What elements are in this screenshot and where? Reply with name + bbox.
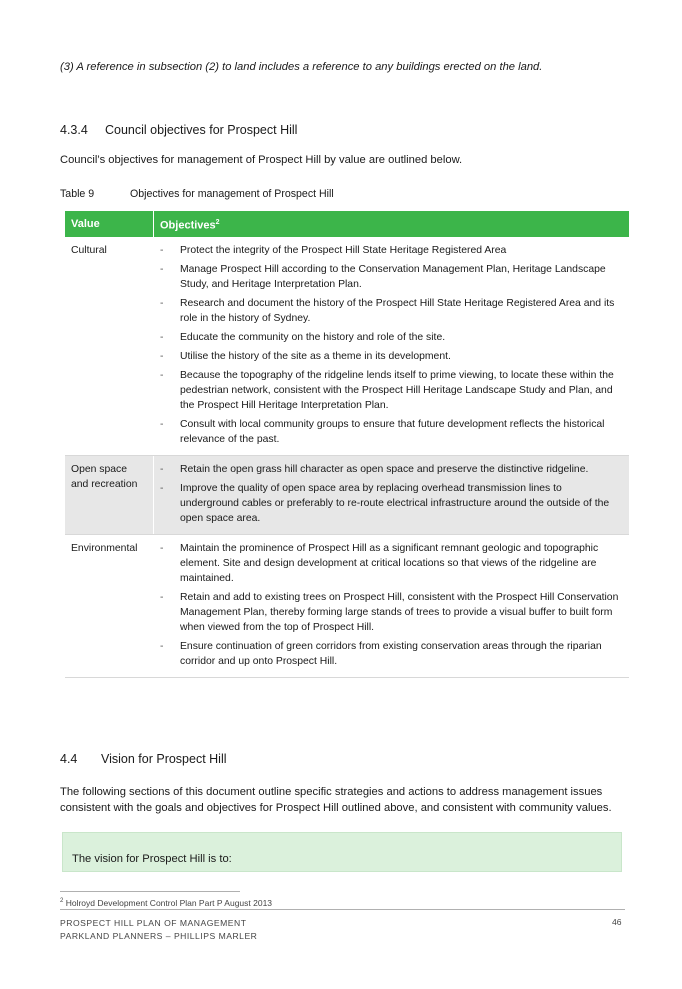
bullet-dash: - <box>160 543 164 554</box>
objective-text: Because the topography of the ridgeline lends itself to prime viewing, to locate these within the pedestrian network, consistent with the Prospect Hill Heritage Landscape Study and Plan, and the Prospect Hill Heritage Interpretation Plan. <box>180 370 614 411</box>
objective-text: Manage Prospect Hill according to the Conservation Management Plan, Heritage Landscape Study, and Heritage Interpretation Plan. <box>180 264 606 290</box>
section-number: 4.4 <box>60 752 78 766</box>
table-row <box>65 535 629 678</box>
objective-text: Research and document the history of the Prospect Hill State Heritage Registered Area and its role in the history of Sydney. <box>180 298 615 324</box>
footnote-text: Holroyd Development Control Plan Part P August 2013 <box>63 898 273 908</box>
bullet-dash: - <box>160 351 164 362</box>
objectives-list <box>160 541 619 669</box>
section-heading-4-3-4 <box>60 123 297 137</box>
objective-item <box>160 296 619 326</box>
objectives-cell <box>154 535 630 678</box>
objective-text: Utilise the history of the site as a theme in its development. <box>180 351 451 362</box>
footer-author: PARKLAND PLANNERS – PHILLIPS MARLER <box>60 931 258 941</box>
objective-text: Retain the open grass hill character as open space and preserve the distinctive ridgeline. <box>180 464 589 475</box>
bullet-dash: - <box>160 298 164 309</box>
table-header-row <box>65 211 629 237</box>
objective-text: Protect the integrity of the Prospect Hill State Heritage Registered Area <box>180 245 507 256</box>
header-objectives-label: Objectives <box>160 219 216 232</box>
objectives-list <box>160 243 619 447</box>
value-cell: Cultural <box>65 237 154 456</box>
vision-box-text: The vision for Prospect Hill is to: <box>72 853 232 865</box>
table-caption-label: Table 9 <box>60 188 95 200</box>
section-title: Council objectives for Prospect Hill <box>105 123 298 137</box>
footnote-rule <box>60 891 240 892</box>
objective-item <box>160 368 619 413</box>
table-body <box>65 237 629 678</box>
objectives-list <box>160 462 619 526</box>
footer-left <box>60 917 257 943</box>
header-footnote-mark: 2 <box>215 218 220 226</box>
section-heading-4-4 <box>60 752 227 766</box>
bullet-dash: - <box>160 483 164 494</box>
objective-text: Retain and add to existing trees on Prospect Hill, consistent with the Prospect Hill Conservation Management Plan, thereby forming large stands of trees to provide a visual buffer to built form when viewed from the top of Prospect Hill. <box>180 592 619 633</box>
bullet-dash: - <box>160 592 164 603</box>
table-caption <box>60 188 334 200</box>
section-title: Vision for Prospect Hill <box>101 752 227 766</box>
objective-item <box>160 590 619 635</box>
footer-document-title: PROSPECT HILL PLAN OF MANAGEMENT <box>60 918 247 928</box>
table-caption-title: Objectives for management of Prospect Hill <box>130 188 334 200</box>
bullet-dash: - <box>160 370 164 381</box>
objective-item <box>160 349 619 364</box>
footnote-mark: 2 <box>60 898 64 905</box>
section-number: 4.3.4 <box>60 123 88 137</box>
value-cell: Environmental <box>65 535 154 678</box>
objective-item <box>160 330 619 345</box>
table-row <box>65 237 629 456</box>
objective-text: Educate the community on the history and role of the site. <box>180 332 446 343</box>
objective-item <box>160 481 619 526</box>
bullet-dash: - <box>160 264 164 275</box>
objective-item <box>160 541 619 586</box>
table-row <box>65 456 629 535</box>
intro-paragraph: Council’s objectives for management of Prospect Hill by value are outlined below. <box>60 154 463 166</box>
objective-item <box>160 639 619 669</box>
footer-rule <box>60 909 625 910</box>
objective-text: Ensure continuation of green corridors from existing conservation areas through the riparian corridor and up onto Prospect Hill. <box>180 641 602 667</box>
objectives-cell <box>154 456 630 535</box>
objective-item <box>160 417 619 447</box>
objective-item <box>160 243 619 258</box>
footnote <box>60 898 272 908</box>
objectives-table <box>65 211 629 678</box>
bullet-dash: - <box>160 245 164 256</box>
bullet-dash: - <box>160 641 164 652</box>
header-objectives <box>154 211 630 237</box>
subsection-3-text: (3) A reference in subsection (2) to land includes a reference to any buildings erected on the land. <box>60 61 543 73</box>
objective-text: Maintain the prominence of Prospect Hill as a significant remnant geologic and topographic element. Site and design development at critical locations so that views of the ridgeline are maintained. <box>180 543 599 584</box>
page-number: 46 <box>612 917 622 927</box>
objective-item <box>160 462 619 477</box>
vision-box <box>62 832 622 872</box>
bullet-dash: - <box>160 464 164 475</box>
bullet-dash: - <box>160 332 164 343</box>
value-cell: Open space and recreation <box>65 456 154 535</box>
objectives-cell <box>154 237 630 456</box>
section-4-4-paragraph: The following sections of this document outline specific strategies and actions to address management issues consistent with the goals and objectives for Prospect Hill outlined above, and consistent with community values. <box>60 786 612 814</box>
objective-text: Consult with local community groups to ensure that future development reflects the historical relevance of the past. <box>180 419 605 445</box>
bullet-dash: - <box>160 419 164 430</box>
objective-item <box>160 262 619 292</box>
header-value: Value <box>65 211 154 237</box>
objective-text: Improve the quality of open space area by replacing overhead transmission lines to underground cables or preferably to re-route electrical infrastructure around the outside of the open space area. <box>180 483 610 524</box>
